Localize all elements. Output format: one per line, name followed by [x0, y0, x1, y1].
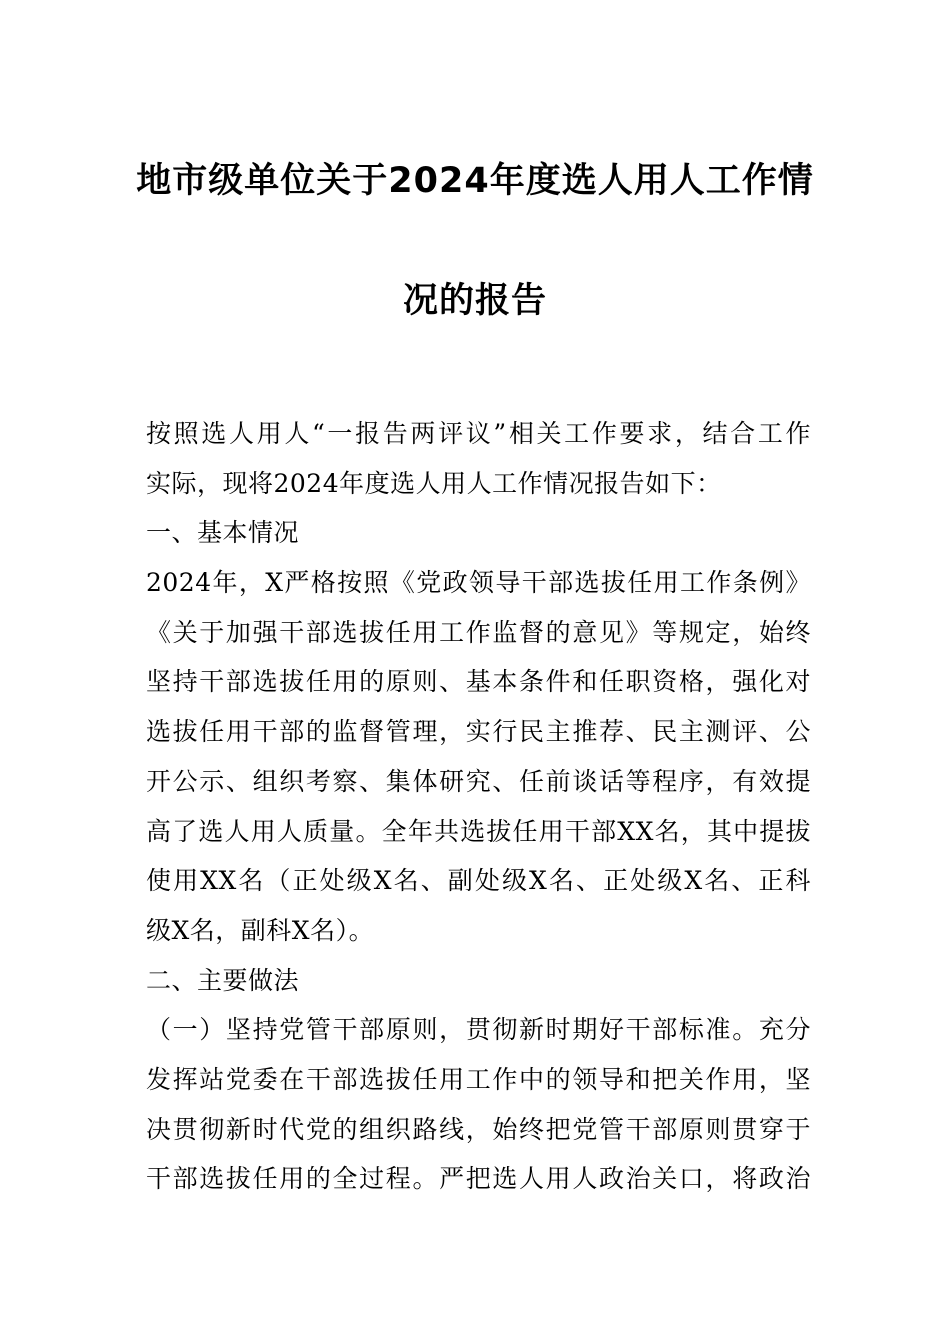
body-line: 决贯彻新时代党的组织路线，始终把党管干部原则贯穿于 [146, 1114, 811, 1144]
section-heading-practices: 二、主要做法 [146, 965, 300, 995]
document-body [146, 409, 811, 1204]
document-title-line-1: 地市级单位关于2024年度选人用人工作情 [136, 161, 814, 201]
body-line: （一）坚持党管干部原则，贯彻新时期好干部标准。充分 [146, 1015, 811, 1045]
body-line: 《关于加强干部选拔任用工作监督的意见》等规定，始终 [146, 617, 811, 647]
body-line: 按照选人用人“一报告两评议”相关工作要求，结合工作 [146, 419, 811, 448]
section-heading-basic: 一、基本情况 [146, 518, 300, 548]
body-line: 实际，现将2024年度选人用人工作情况报告如下： [146, 468, 722, 498]
body-line: 使用XX名（正处级X名、副处级X名、正处级X名、正科 [146, 866, 811, 896]
body-line: 选拔任用干部的监督管理，实行民主推荐、民主测评、公 [146, 717, 811, 747]
body-line: 发挥站党委在干部选拔任用工作中的领导和把关作用，坚 [146, 1064, 811, 1094]
body-line: 坚持干部选拔任用的原则、基本条件和任职资格，强化对 [146, 667, 811, 697]
body-line: 高了选人用人质量。全年共选拔任用干部XX名，其中提拔 [146, 816, 811, 846]
body-line: 开公示、组织考察、集体研究、任前谈话等程序，有效提 [146, 766, 811, 796]
body-line: 干部选拔任用的全过程。严把选人用人政治关口，将政治 [146, 1164, 811, 1194]
body-line: 2024年，X严格按照《党政领导干部选拔任用工作条例》 [146, 568, 811, 598]
body-line: 级X名，副科X名）。 [146, 915, 375, 945]
document-title-line-2: 况的报告 [402, 281, 547, 321]
